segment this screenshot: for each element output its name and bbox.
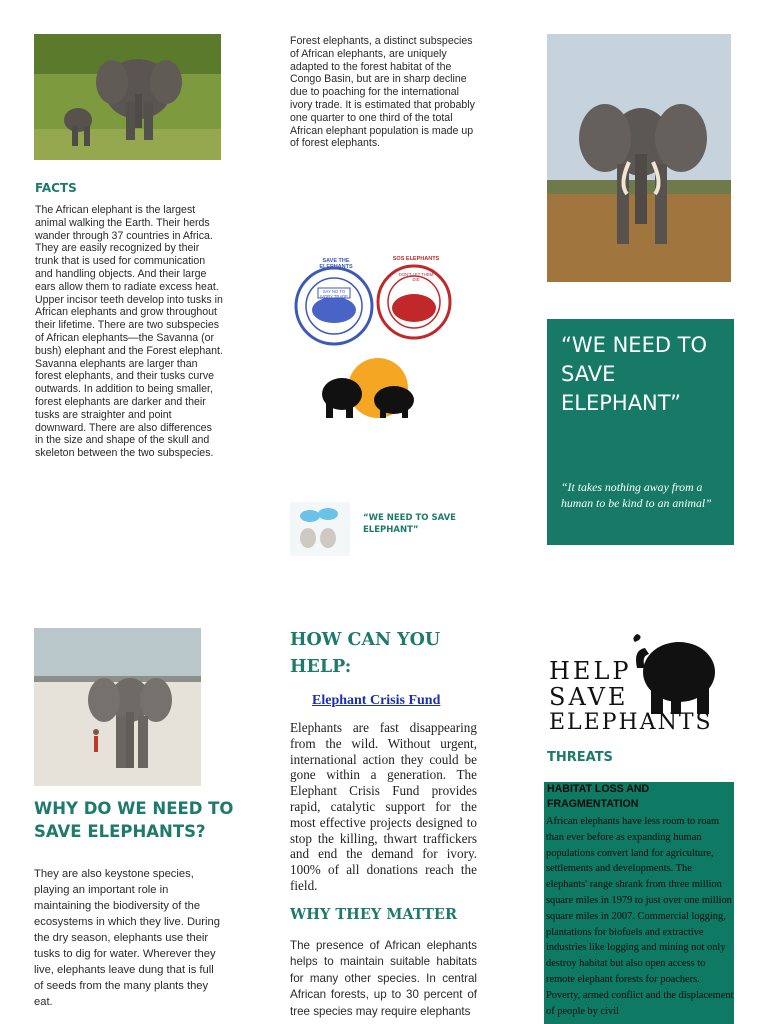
photo-elephant-mother-calf [34, 34, 221, 160]
why-text: They are also keystone species, playing an important role in maintaining the biodiversity of the ecosystems in which they live. During the dry season, elephants use their tusks to dig for water. Wherever they live, elephants leave dung that is full of seeds from the many plants they eat. [34, 868, 220, 1008]
stamp-left-label: SAVE THE ELEPHANTS [319, 258, 353, 270]
logo-line-elephants: ELEPHANTS [549, 710, 713, 735]
help-save-elephants-logo [547, 628, 737, 740]
stamp-right-inner: DON'T LET THEM DIE [398, 272, 434, 282]
logo-line-help: HELP [549, 657, 632, 685]
matter-text: The presence of African elephants helps to maintain suitable habitats for many other species. In central African forests, up to 30 percent of tree species may require elephants [290, 939, 477, 1018]
quote-text: “It takes nothing away from a human to be kind to an animal” [561, 480, 712, 510]
elephant-crisis-fund-link[interactable]: Elephant Crisis Fund [312, 693, 441, 708]
photo-elephant-road [547, 34, 731, 282]
forest-text: Forest elephants, a distinct subspecies of African elephants, are uniquely adapted to the forest habitat of the Congo Basin, but are in sharp decline due to poaching for the international ivory trade. It is estimated that probably one quarter to one third of the total African elephant population is made up of forest elephants. [290, 35, 475, 150]
threats-heading: THREATS [547, 750, 613, 765]
quote-heading: “WE NEED TO SAVE ELEPHANT” [561, 333, 708, 415]
logo-line-save: SAVE [549, 683, 629, 711]
stamp-right-label: SOS ELEPHANTS [392, 256, 440, 262]
matter-heading: WHY THEY MATTER [290, 906, 457, 923]
help-text: Elephants are fast disappearing from the wild. Without urgent, international action they could be gone within a generation. The Elephant Crisis Fund provides rapid, catalytic support for the most effective projects designed to stop the killing, thwart traffickers and end the demand for ivory. 100% of all donations reach the field. [290, 720, 477, 893]
help-heading: HOW CAN YOU HELP: [290, 630, 441, 677]
habitat-heading: HABITAT LOSS AND FRAGMENTATION [547, 783, 650, 810]
why-heading: WHY DO WE NEED TO SAVE ELEPHANTS? [34, 799, 234, 841]
quote-box [547, 319, 734, 545]
habitat-text: African elephants have less room to roam than ever before as expanding human populations convert land for agriculture, settlements and developments. The elephants' range shrank from three million square miles in 1979 to just over one million square miles in 2007. Commercial logging, plantations for biofuels and extractive industries like logging and mining not only destroy habitat but also open access to remote elephant forests for poachers. Poverty, armed conflict and the displacement of people by civil [546, 816, 734, 1017]
photo-elephant-desert [34, 628, 201, 786]
facts-text: The African elephant is the largest animal walking the Earth. Their herds wander through 37 countries in Africa. They are easily recognized by their trunk that is used for communication and handling objects. And their large ears allow them to radiate excess heat. Upper incisor teeth develop into tusks in African elephants and grow throughout their lifetime. There are two subspecies of African elephants—the Savanna (or bush) elephant and the Forest elephant. Savanna elephants are larger than forest elephants, and their tusks curve outwards. In addition to being smaller, forest elephants are darker and their tusks are straighter and point downward. There are also differences in the size and shape of the skull and skeleton between the two subspecies. [35, 204, 223, 460]
stamp-left-inner: SAY NO TO IVORY TRADE [319, 289, 349, 299]
threats-box [544, 782, 734, 1024]
small-elephants-thumbnail [290, 502, 350, 556]
facts-heading: FACTS [35, 181, 77, 195]
small-caption: “WE NEED TO SAVE ELEPHANT” [363, 513, 456, 535]
